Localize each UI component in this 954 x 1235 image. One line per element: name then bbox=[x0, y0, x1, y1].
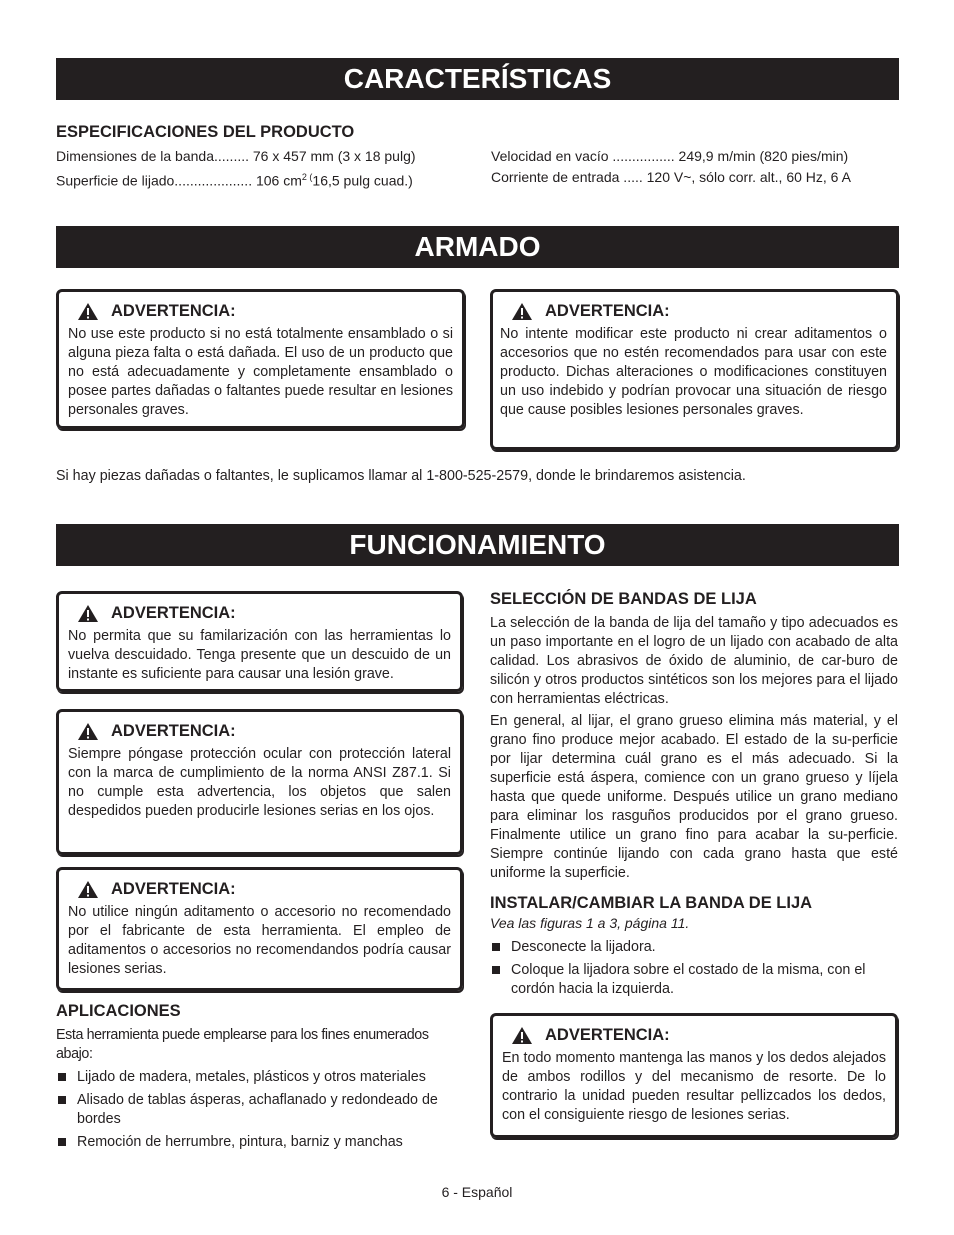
warning-header bbox=[511, 302, 887, 321]
list-item: Alisado de tablas ásperas, achaflanado y redondeado de bordes bbox=[56, 1091, 463, 1129]
warning-header bbox=[77, 722, 451, 741]
warning-header bbox=[77, 604, 451, 623]
spec-sanding-area-sup: 2 ( bbox=[301, 172, 313, 182]
install-belt-heading: INSTALAR/CAMBIAR LA BANDA DE LIJA bbox=[490, 894, 813, 912]
warning-triangle-icon bbox=[511, 302, 533, 321]
list-item: Lijado de madera, metales, plásticos y otros materiales bbox=[56, 1068, 463, 1087]
list-item: Remoción de herrumbre, pintura, barniz y manchas bbox=[56, 1133, 463, 1152]
applications-intro: Esta herramienta puede emplearse para los fines enumerados abajo: bbox=[56, 1027, 429, 1062]
section-title-assembly: ARMADO bbox=[56, 226, 899, 268]
warning-box-assembly-incomplete bbox=[56, 289, 465, 429]
warning-text: No intente modificar este producto ni crear aditamentos o accesorios que no estén recomendados para usar con este producto. Dichas alteraciones o modificaciones constituyen un uso indebido y podrían provocar una situación de riesgo que cause posibles lesiones personales graves. bbox=[500, 326, 887, 418]
warning-label: ADVERTENCIA: bbox=[111, 302, 236, 320]
spec-belt-size: Dimensiones de la banda......... 76 x 457 mm (3 x 18 pulg) bbox=[56, 148, 416, 164]
warning-triangle-icon bbox=[77, 722, 99, 741]
warning-label: ADVERTENCIA: bbox=[111, 722, 236, 740]
warning-triangle-icon bbox=[511, 1026, 533, 1045]
missing-parts-note: Si hay piezas dañadas o faltantes, le suplicamos llamar al 1-800-525-2579, donde le brindaremos asistencia. bbox=[56, 468, 746, 484]
belt-selection-paragraph-2: En general, al lijar, el grano grueso elimina más material, y el grano fino produce mejor acabado. El estado de la su-perficie por lijar determina cuál grano es el más adecuado. Si la superficie está áspera, comience con un grano grueso y líjela hasta que quede uniforme. Después utilice un grano mediano para eliminar los rasguños producidos por el grano grueso. Finalmente utilice un grano fino para acabar la su-perficie. Siempre continúe lijando con cada grano hasta que esté uniforme la superficie. bbox=[490, 713, 898, 881]
spec-no-load-speed: Velocidad en vacío ................ 249,9 m/min (820 pies/min) bbox=[491, 148, 849, 164]
install-belt-figure-ref: Vea las figuras 1 a 3, página 11. bbox=[490, 915, 690, 931]
spec-sanding-area bbox=[56, 167, 413, 192]
warning-header bbox=[77, 302, 453, 321]
specs-heading: ESPECIFICACIONES DEL PRODUCTO bbox=[56, 123, 355, 141]
warning-label: ADVERTENCIA: bbox=[545, 1026, 670, 1044]
spec-input: Corriente de entrada ..... 120 V~, sólo corr. alt., 60 Hz, 6 A bbox=[491, 169, 851, 185]
belt-selection-paragraph-1: La selección de la banda de lija del tamaño y tipo adecuados es un paso importante en el logro de un lijado con acabado de alta calidad. Los abrasivos de óxido de aluminio, de car-buro de silicón y otros productos sintéticos son los mejores para el lijado con herramientas eléctricas. bbox=[490, 615, 898, 707]
section-title-features: CARACTERÍSTICAS bbox=[56, 58, 899, 100]
install-belt-steps bbox=[490, 938, 898, 1003]
applications-list bbox=[56, 1068, 463, 1156]
warning-label: ADVERTENCIA: bbox=[111, 604, 236, 622]
page-footer: 6 - Español bbox=[441, 1184, 513, 1200]
warning-text: En todo momento mantenga las manos y los dedos alejados de ambos rodillos y del mecanismo de resorte. De lo contrario la unidad pueden resultar pellizcados los dedos, con el consiguiente riesgo de lesiones serias. bbox=[502, 1050, 886, 1123]
applications-heading: APLICACIONES bbox=[56, 1002, 181, 1020]
warning-text: No permita que su familarización con las herramientas lo vuelva descuidado. Tenga presente que un descuido de un instante es suficiente para causar una lesión grave. bbox=[68, 628, 451, 682]
warning-text: Siempre póngase protección ocular con protección lateral con la marca de cumplimiento de la norma ANSI Z87.1. Si no cumple esta advertencia, los objetos que salen despedidos pueden producirle lesiones serias en los ojos. bbox=[68, 746, 451, 819]
warning-text: No utilice ningún aditamento o accesorio no recomendado por el fabricante de esta herramienta. El empleo de aditamentos o accesorios no recomendandos podría causar lesiones serias. bbox=[68, 904, 451, 977]
list-item: Coloque la lijadora sobre el costado de la misma, con el cordón hacia la izquierda. bbox=[490, 961, 898, 999]
warning-box-attachments bbox=[56, 867, 463, 991]
warning-box-familiarity bbox=[56, 591, 463, 692]
list-item: Desconecte la lijadora. bbox=[490, 938, 898, 957]
warning-header bbox=[511, 1026, 886, 1045]
section-title-operation: FUNCIONAMIENTO bbox=[56, 524, 899, 566]
warning-triangle-icon bbox=[77, 302, 99, 321]
warning-box-modification bbox=[490, 289, 899, 450]
spec-sanding-area-main: Superficie de lijado.................... 106 cm bbox=[56, 172, 302, 189]
warning-header bbox=[77, 880, 451, 899]
belt-selection-heading: SELECCIÓN DE BANDAS DE LIJA bbox=[490, 590, 757, 608]
warning-box-eye-protection bbox=[56, 709, 463, 855]
warning-label: ADVERTENCIA: bbox=[545, 302, 670, 320]
spec-sanding-area-rest: 16,5 pulg cuad.) bbox=[312, 172, 413, 189]
warning-box-hands bbox=[490, 1013, 898, 1138]
warning-triangle-icon bbox=[77, 604, 99, 623]
warning-text: No use este producto si no está totalmente ensamblado o si alguna pieza falta o está dañada. El uso de un producto que no está adecuadamente y completamente ensamblado o posee partes dañadas o faltantes puede resultar en lesiones personales graves. bbox=[68, 326, 453, 418]
warning-triangle-icon bbox=[77, 880, 99, 899]
warning-label: ADVERTENCIA: bbox=[111, 880, 236, 898]
